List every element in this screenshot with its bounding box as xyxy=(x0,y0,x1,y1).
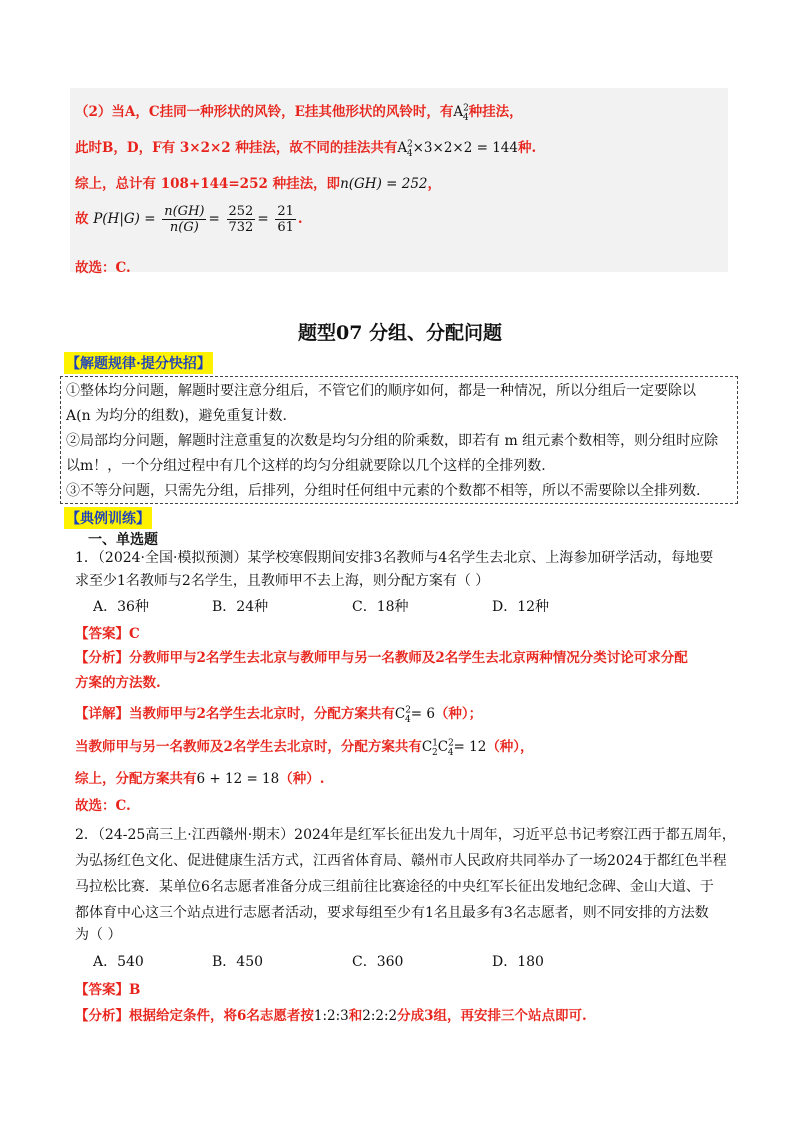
subheading: 一、单选题 xyxy=(88,532,158,548)
q1-line-2: 求至少1名教师与2名学生，且教师甲不去上海，则分配方案有（ ） xyxy=(75,573,490,589)
q2-option-d: D．180 xyxy=(492,954,544,970)
solution-line-3: 综上，总计有 108+144=252 种挂法，即n(GH) = 252， xyxy=(75,176,442,192)
q2-line-4: 都体育中心这三个站点进行志愿者活动，要求每组至少有1名且最多有3名志愿者，则不同安排的方法数 xyxy=(75,905,709,921)
examples-tag: 【典例训练】 xyxy=(64,507,152,529)
q2-line-1: 2．（24-25高三上·江西赣州·期末）2024年是红军长征出发九十周年，习近平总书记考察江西于都五周年， xyxy=(75,827,736,843)
q1-line-1: 1．（2024·全国·模拟预测）某学校寒假期间安排3名教师与4名学生去北京、上海参加研学活动，每地要 xyxy=(75,550,714,566)
q1-answer: 【答案】C xyxy=(75,626,140,642)
q2-answer: 【答案】B xyxy=(75,982,141,998)
q1-option-a: A．36种 xyxy=(93,599,149,615)
rules-tag: 【解题规律·提分快招】 xyxy=(64,352,213,374)
q2-option-a: A．540 xyxy=(93,954,144,970)
rule-line-4: 以m！，一个分组过程中有几个这样的均匀分组就要除以几个这样的全排列数. xyxy=(66,458,546,474)
solution-line-2: 此时B，D，F有 3×2×2 种挂法，故不同的挂法共有$A^2_4\times 3\times 2\times 2 = 144$种. xyxy=(75,139,537,159)
q2-option-c: C．360 xyxy=(352,954,404,970)
q2-line-2: 为弘扬红色文化、促进健康生活方式，江西省体育局、赣州市人民政府共同举办了一场2024于都红色半程 xyxy=(75,853,727,869)
q2-option-b: B．450 xyxy=(212,954,264,970)
q2-line-3: 马拉松比赛．某单位6名志愿者准备分成三组前往比赛途径的中央红军长征出发地纪念碑、金山大道、于 xyxy=(75,879,714,895)
solution-line-1: （2）当A，C挂同一种形状的风铃，E挂其他形状的风铃时，有$A^2_4$种挂法， xyxy=(75,103,523,123)
q2-line-5: 为（ ） xyxy=(75,927,122,943)
q1-option-b: B．24种 xyxy=(212,599,269,615)
solution-line-4: 故 P(H|G) = $\frac{n(GH)}{n(G)}$ = $\frac{252}{732}$ = $\frac{21}{61}$ . xyxy=(75,204,303,235)
rule-line-2: A(n 为均分的组数)，避免重复计数. xyxy=(66,408,287,424)
q2-analysis: 【分析】根据给定条件，将6名志愿者按1:2:3和2:2:2分成3组，再安排三个站点即可. xyxy=(75,1008,587,1024)
rule-line-1: ①整体均分问题，解题时要注意分组后，不管它们的顺序如何，都是一种情况，所以分组后一定要除以 xyxy=(66,383,696,399)
q1-final: 故选：C. xyxy=(75,798,131,814)
section-title: 题型07 分组、分配问题 xyxy=(297,322,503,344)
rule-line-5: ③不等分问题，只需先分组，后排列，分组时任何组中元素的个数都不相等，所以不需要除以全排列数. xyxy=(66,483,701,499)
q1-detail-1: 【详解】当教师甲与2名学生去北京时，分配方案共有$C^2_4= 6$（种）； xyxy=(75,705,483,725)
q1-option-c: C．18种 xyxy=(352,599,409,615)
solution-line-5: 故选：C. xyxy=(75,260,131,276)
q1-detail-3: 综上，分配方案共有6 + 12 = 18（种）. xyxy=(75,771,325,787)
rule-line-3: ②局部均分问题，解题时注意重复的次数是均匀分组的阶乘数，即若有 m 组元素个数相等，则分组时应除 xyxy=(66,433,719,449)
q1-option-d: D．12种 xyxy=(492,599,550,615)
q1-analysis-1: 【分析】分教师甲与2名学生去北京与教师甲与另一名教师及2名学生去北京两种情况分类讨论可求分配 xyxy=(75,650,688,666)
q1-detail-2: 当教师甲与另一名教师及2名学生去北京时，分配方案共有$C^1_2C^2_4= 12$（种）， xyxy=(75,738,534,758)
q1-analysis-2: 方案的方法数. xyxy=(75,675,161,691)
